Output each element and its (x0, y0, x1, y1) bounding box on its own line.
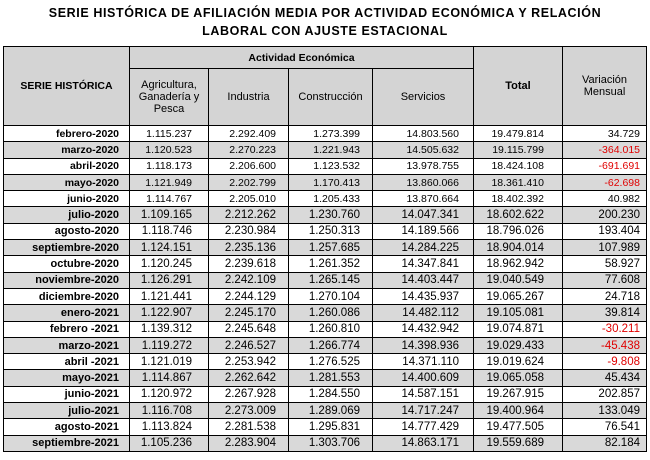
cell-industria: 2.267.928 (209, 386, 289, 402)
cell-agricultura: 1.120.972 (130, 386, 209, 402)
cell-servicios: 14.863.171 (373, 435, 474, 451)
table-body (4, 126, 647, 452)
cell-industria: 2.230.984 (209, 223, 289, 239)
cell-variacion: 202.857 (563, 386, 647, 402)
table-row (4, 158, 647, 174)
cell-fecha: marzo-2021 (4, 337, 130, 353)
cell-fecha: diciembre-2020 (4, 288, 130, 304)
cell-variacion: -30.211 (563, 321, 647, 337)
cell-fecha: junio-2020 (4, 191, 130, 207)
cell-total: 19.115.799 (474, 142, 563, 158)
cell-construccion: 1.260.086 (289, 305, 373, 321)
cell-total: 19.477.505 (474, 419, 563, 435)
cell-variacion: -9.808 (563, 354, 647, 370)
cell-industria: 2.206.600 (209, 158, 289, 174)
cell-total: 19.479.814 (474, 126, 563, 142)
cell-total: 18.361.410 (474, 174, 563, 190)
table-row (4, 126, 647, 142)
table-row (4, 207, 647, 223)
cell-agricultura: 1.115.237 (130, 126, 209, 142)
table-row (4, 419, 647, 435)
cell-total: 19.400.964 (474, 403, 563, 419)
cell-total: 19.040.549 (474, 272, 563, 288)
cell-agricultura: 1.114.767 (130, 191, 209, 207)
cell-industria: 2.244.129 (209, 288, 289, 304)
header-servicios: Servicios (373, 69, 474, 126)
cell-servicios: 13.860.066 (373, 174, 474, 190)
cell-total: 19.065.058 (474, 370, 563, 386)
cell-servicios: 14.398.936 (373, 337, 474, 353)
afiliacion-table (3, 46, 647, 452)
cell-agricultura: 1.126.291 (130, 272, 209, 288)
header-serie-historica: SERIE HISTÓRICA (4, 47, 130, 126)
cell-servicios: 14.400.609 (373, 370, 474, 386)
title-line-2: LABORAL CON AJUSTE ESTACIONAL (202, 24, 448, 38)
cell-agricultura: 1.113.824 (130, 419, 209, 435)
cell-fecha: abril-2020 (4, 158, 130, 174)
cell-agricultura: 1.120.245 (130, 256, 209, 272)
cell-agricultura: 1.116.708 (130, 403, 209, 419)
cell-fecha: agosto-2021 (4, 419, 130, 435)
cell-agricultura: 1.118.746 (130, 223, 209, 239)
table-row (4, 256, 647, 272)
cell-variacion: 200.230 (563, 207, 647, 223)
header-industria: Industria (209, 69, 289, 126)
cell-total: 19.029.433 (474, 337, 563, 353)
cell-agricultura: 1.124.151 (130, 240, 209, 256)
cell-servicios: 14.284.225 (373, 240, 474, 256)
cell-variacion: 133.049 (563, 403, 647, 419)
header-variacion-line-2: Mensual (583, 86, 626, 98)
cell-fecha: septiembre-2021 (4, 435, 130, 451)
cell-servicios: 14.777.429 (373, 419, 474, 435)
title-line-1: SERIE HISTÓRICA DE AFILIACIÓN MEDIA POR ACTIVIDAD ECONÓMICA Y RELACIÓN (48, 6, 602, 20)
table-row (4, 223, 647, 239)
cell-servicios: 14.435.937 (373, 288, 474, 304)
cell-construccion: 1.276.525 (289, 354, 373, 370)
cell-agricultura: 1.121.949 (130, 174, 209, 190)
cell-total: 19.267.915 (474, 386, 563, 402)
cell-total: 18.402.392 (474, 191, 563, 207)
cell-industria: 2.273.009 (209, 403, 289, 419)
cell-total: 19.105.081 (474, 305, 563, 321)
cell-total: 19.074.871 (474, 321, 563, 337)
table-row (4, 354, 647, 370)
cell-industria: 2.245.170 (209, 305, 289, 321)
cell-construccion: 1.170.413 (289, 174, 373, 190)
cell-variacion: 107.989 (563, 240, 647, 256)
cell-total: 19.559.689 (474, 435, 563, 451)
cell-total: 18.424.108 (474, 158, 563, 174)
table-row (4, 337, 647, 353)
cell-construccion: 1.281.553 (289, 370, 373, 386)
cell-variacion: 45.434 (563, 370, 647, 386)
cell-agricultura: 1.139.312 (130, 321, 209, 337)
cell-fecha: abril -2021 (4, 354, 130, 370)
cell-fecha: marzo-2020 (4, 142, 130, 158)
table-row (4, 305, 647, 321)
cell-servicios: 14.505.632 (373, 142, 474, 158)
cell-construccion: 1.123.532 (289, 158, 373, 174)
table-row (4, 288, 647, 304)
cell-construccion: 1.221.943 (289, 142, 373, 158)
cell-industria: 2.212.262 (209, 207, 289, 223)
table-row (4, 142, 647, 158)
cell-servicios: 13.870.664 (373, 191, 474, 207)
header-variacion-line-1: Variación (581, 74, 628, 86)
table-row (4, 174, 647, 190)
cell-fecha: agosto-2020 (4, 223, 130, 239)
cell-construccion: 1.261.352 (289, 256, 373, 272)
header-total: Total (474, 47, 563, 126)
cell-total: 18.796.026 (474, 223, 563, 239)
cell-servicios: 13.978.755 (373, 158, 474, 174)
cell-servicios: 14.432.942 (373, 321, 474, 337)
cell-variacion: 76.541 (563, 419, 647, 435)
cell-agricultura: 1.118.173 (130, 158, 209, 174)
cell-construccion: 1.230.760 (289, 207, 373, 223)
cell-variacion: -691.691 (563, 158, 647, 174)
cell-agricultura: 1.105.236 (130, 435, 209, 451)
table-row (4, 272, 647, 288)
cell-agricultura: 1.114.867 (130, 370, 209, 386)
cell-fecha: enero-2021 (4, 305, 130, 321)
header-actividad-economica: Actividad Económica (130, 47, 474, 69)
cell-servicios: 14.189.566 (373, 223, 474, 239)
table-row (4, 435, 647, 451)
cell-construccion: 1.260.810 (289, 321, 373, 337)
cell-industria: 2.246.527 (209, 337, 289, 353)
cell-construccion: 1.289.069 (289, 403, 373, 419)
cell-servicios: 14.717.247 (373, 403, 474, 419)
cell-variacion: 58.927 (563, 256, 647, 272)
cell-fecha: junio-2021 (4, 386, 130, 402)
cell-total: 18.962.942 (474, 256, 563, 272)
cell-industria: 2.262.642 (209, 370, 289, 386)
header-agri-line-2: Ganadería y (138, 91, 200, 103)
cell-agricultura: 1.109.165 (130, 207, 209, 223)
cell-industria: 2.281.538 (209, 419, 289, 435)
header-agricultura (130, 69, 209, 126)
cell-construccion: 1.205.433 (289, 191, 373, 207)
cell-construccion: 1.250.313 (289, 223, 373, 239)
cell-industria: 2.253.942 (209, 354, 289, 370)
cell-agricultura: 1.121.019 (130, 354, 209, 370)
cell-fecha: mayo-2021 (4, 370, 130, 386)
cell-total: 19.065.267 (474, 288, 563, 304)
cell-construccion: 1.284.550 (289, 386, 373, 402)
cell-fecha: octubre-2020 (4, 256, 130, 272)
cell-total: 19.019.624 (474, 354, 563, 370)
cell-industria: 2.283.904 (209, 435, 289, 451)
cell-construccion: 1.266.774 (289, 337, 373, 353)
table-row (4, 403, 647, 419)
table-row (4, 191, 647, 207)
table-row (4, 386, 647, 402)
cell-servicios: 14.347.841 (373, 256, 474, 272)
cell-variacion: 24.718 (563, 288, 647, 304)
cell-variacion: -45.438 (563, 337, 647, 353)
cell-servicios: 14.587.151 (373, 386, 474, 402)
cell-fecha: julio-2021 (4, 403, 130, 419)
cell-construccion: 1.265.145 (289, 272, 373, 288)
table-title (0, 4, 650, 40)
cell-agricultura: 1.119.272 (130, 337, 209, 353)
cell-agricultura: 1.122.907 (130, 305, 209, 321)
table-row (4, 370, 647, 386)
cell-construccion: 1.257.685 (289, 240, 373, 256)
cell-construccion: 1.303.706 (289, 435, 373, 451)
cell-variacion: 39.814 (563, 305, 647, 321)
cell-fecha: febrero -2021 (4, 321, 130, 337)
cell-variacion: 34.729 (563, 126, 647, 142)
cell-industria: 2.239.618 (209, 256, 289, 272)
cell-fecha: noviembre-2020 (4, 272, 130, 288)
cell-total: 18.904.014 (474, 240, 563, 256)
cell-construccion: 1.270.104 (289, 288, 373, 304)
cell-variacion: -364.015 (563, 142, 647, 158)
cell-variacion: -62.698 (563, 174, 647, 190)
cell-industria: 2.292.409 (209, 126, 289, 142)
table-row (4, 240, 647, 256)
cell-industria: 2.235.136 (209, 240, 289, 256)
header-variacion-mensual (563, 47, 647, 126)
cell-construccion: 1.295.831 (289, 419, 373, 435)
table-row (4, 321, 647, 337)
cell-construccion: 1.273.399 (289, 126, 373, 142)
cell-fecha: septiembre-2020 (4, 240, 130, 256)
cell-variacion: 40.982 (563, 191, 647, 207)
header-construccion: Construcción (289, 69, 373, 126)
cell-variacion: 193.404 (563, 223, 647, 239)
cell-industria: 2.202.799 (209, 174, 289, 190)
header-agri-line-3: Pesca (153, 103, 185, 115)
cell-servicios: 14.482.112 (373, 305, 474, 321)
cell-industria: 2.270.223 (209, 142, 289, 158)
cell-industria: 2.205.010 (209, 191, 289, 207)
cell-fecha: mayo-2020 (4, 174, 130, 190)
cell-agricultura: 1.120.523 (130, 142, 209, 158)
cell-total: 18.602.622 (474, 207, 563, 223)
cell-industria: 2.242.109 (209, 272, 289, 288)
cell-variacion: 82.184 (563, 435, 647, 451)
cell-servicios: 14.403.447 (373, 272, 474, 288)
cell-agricultura: 1.121.441 (130, 288, 209, 304)
cell-industria: 2.245.648 (209, 321, 289, 337)
cell-servicios: 14.371.110 (373, 354, 474, 370)
cell-servicios: 14.803.560 (373, 126, 474, 142)
cell-fecha: febrero-2020 (4, 126, 130, 142)
cell-variacion: 77.608 (563, 272, 647, 288)
header-agri-line-1: Agricultura, (141, 79, 197, 91)
cell-servicios: 14.047.341 (373, 207, 474, 223)
cell-fecha: julio-2020 (4, 207, 130, 223)
